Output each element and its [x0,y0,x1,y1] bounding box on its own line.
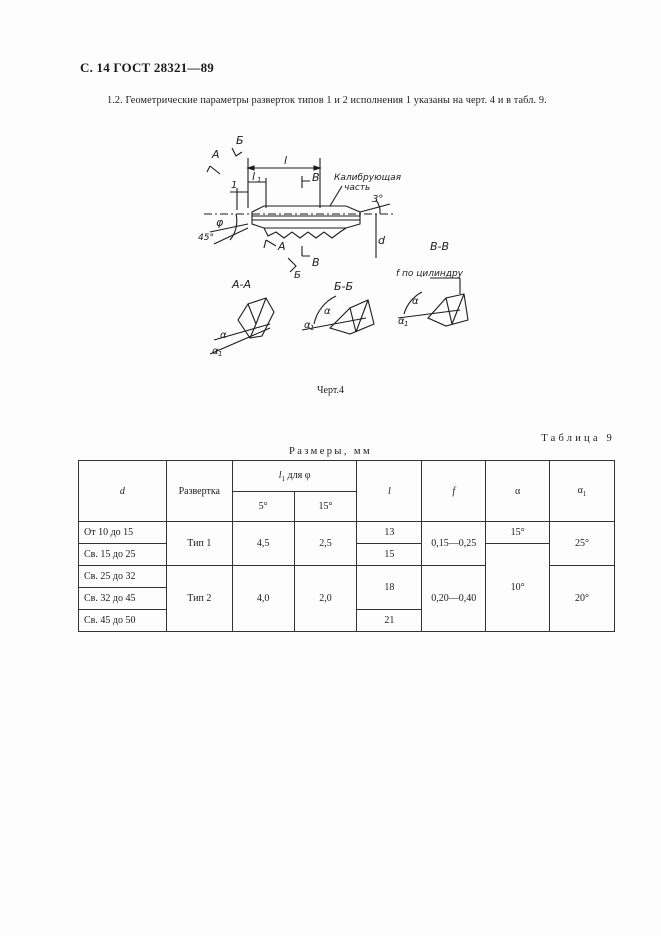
cell-l1-5: 4,0 [232,566,294,632]
cell-l: 21 [357,610,422,632]
header-f: f [422,461,486,522]
dimensions-table [78,460,615,632]
cell-alpha: 10° [486,544,550,632]
cell-razv: Тип 2 [166,566,232,632]
label-alpha1-VV: α [398,316,405,327]
cell-alpha1: 25° [550,522,615,566]
table-row [79,522,615,544]
label-d: d [378,234,385,247]
header-l: l [357,461,422,522]
label-V-bottom: В [312,256,320,269]
label-B-bottom: Б [294,270,301,281]
header-15deg: 15° [294,492,357,522]
label-calibr-1: Калибрующая [334,173,402,183]
table-units: Размеры, мм [288,446,373,457]
label-alpha1-AA-sub: 1 [218,350,223,358]
label-phi: φ [216,216,224,229]
cell-alpha: 15° [486,522,550,544]
cell-d: Св. 32 до 45 [79,588,167,610]
label-calibr-2: часть [344,183,371,193]
label-l1-sub: 1 [257,176,262,184]
cell-razv: Тип 1 [166,522,232,566]
header-alpha1: $\alpha_1$ [550,461,615,522]
cell-d: Св. 15 до 25 [79,544,167,566]
cell-l1-5: 4,5 [232,522,294,566]
header-5deg: 5° [232,492,294,522]
label-section-VV: В-В [430,240,450,253]
cell-l: 13 [357,522,422,544]
label-l1: l [252,170,256,183]
cell-l: 15 [357,544,422,566]
label-alpha1-BB: α [304,320,311,331]
cell-alpha1: 20° [550,566,615,632]
cell-l1-15: 2,0 [294,566,357,632]
label-alpha-AA: α [220,330,227,341]
label-f-cyl: f по цилиндру [396,269,464,279]
label-A-bottom: А [278,240,286,253]
label-1: 1 [231,180,238,191]
header-razvertka: Развертка [166,461,232,522]
label-A-top: А [212,148,220,161]
cell-l1-15: 2,5 [294,522,357,566]
cell-l: 18 [357,566,422,610]
label-alpha1-VV-sub: 1 [404,320,409,328]
label-B-top: Б [236,134,244,147]
label-45-deg: 45° [198,233,214,243]
cell-f: 0,15—0,25 [422,522,486,566]
cell-f: 0,20—0,40 [422,566,486,632]
label-section-BB: Б-Б [334,280,354,293]
header-d: d [79,461,167,522]
label-alpha-VV: α [412,296,419,307]
label-alpha1-AA: α [212,346,219,357]
label-alpha1-BB-sub: 1 [310,324,315,332]
label-alpha-BB: α [324,306,331,317]
label-section-AA: А-А [232,278,252,291]
reamer-drawing [190,128,480,368]
intro-paragraph: 1.2. Геометрические параметры разверток типов 1 и 2 исполнения 1 указаны на черт. 4 и в табл. 9. [107,95,547,106]
table-label: Таблица 9 [541,433,615,444]
label-V-top: В [312,171,320,184]
page-header: С. 14 ГОСТ 28321—89 [80,60,214,75]
header-alpha: α [486,461,550,522]
cell-d: Св. 45 до 50 [79,610,167,632]
header-l1: $l_1$ для φ [232,461,357,492]
drawing-caption: Черт.4 [317,385,344,396]
cell-d: Св. 25 до 32 [79,566,167,588]
label-l: l [284,154,288,167]
label-3-deg: 3° [372,194,384,205]
cell-d: От 10 до 15 [79,522,167,544]
